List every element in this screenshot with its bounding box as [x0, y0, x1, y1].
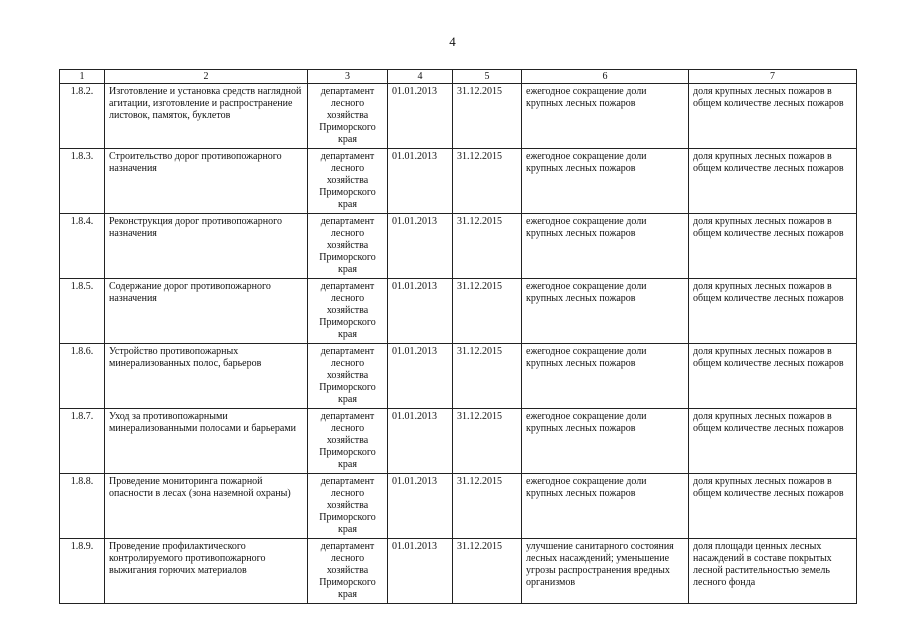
executor: департамент лесного хозяйства Приморского края [308, 279, 388, 344]
table-row [60, 279, 857, 344]
indicator: доля крупных лесных пожаров в общем количестве лесных пожаров [689, 474, 857, 539]
item-number: 1.8.5. [60, 279, 105, 344]
end-date: 31.12.2015 [453, 279, 522, 344]
table-row [60, 539, 857, 604]
start-date: 01.01.2013 [388, 279, 453, 344]
expected-result: ежегодное сокращение доли крупных лесных пожаров [522, 84, 689, 149]
activity-name: Уход за противопожарными минерализованными полосами и барьерами [105, 409, 308, 474]
end-date: 31.12.2015 [453, 409, 522, 474]
table-row [60, 474, 857, 539]
indicator: доля крупных лесных пожаров в общем количестве лесных пожаров [689, 279, 857, 344]
start-date: 01.01.2013 [388, 214, 453, 279]
end-date: 31.12.2015 [453, 474, 522, 539]
activities-table [59, 69, 857, 604]
end-date: 31.12.2015 [453, 344, 522, 409]
expected-result: ежегодное сокращение доли крупных лесных пожаров [522, 279, 689, 344]
indicator: доля крупных лесных пожаров в общем количестве лесных пожаров [689, 84, 857, 149]
table-row [60, 84, 857, 149]
executor: департамент лесного хозяйства Приморского края [308, 409, 388, 474]
column-number: 1 [60, 70, 105, 84]
start-date: 01.01.2013 [388, 84, 453, 149]
executor: департамент лесного хозяйства Приморского края [308, 344, 388, 409]
expected-result: улучшение санитарного состояния лесных насаждений; уменьшение угрозы распространения вредных организмов [522, 539, 689, 604]
expected-result: ежегодное сокращение доли крупных лесных пожаров [522, 474, 689, 539]
expected-result: ежегодное сокращение доли крупных лесных пожаров [522, 214, 689, 279]
executor: департамент лесного хозяйства Приморского края [308, 214, 388, 279]
activity-name: Реконструкция дорог противопожарного назначения [105, 214, 308, 279]
table-row [60, 409, 857, 474]
item-number: 1.8.4. [60, 214, 105, 279]
column-number: 3 [308, 70, 388, 84]
end-date: 31.12.2015 [453, 539, 522, 604]
column-number: 5 [453, 70, 522, 84]
indicator: доля крупных лесных пожаров в общем количестве лесных пожаров [689, 149, 857, 214]
start-date: 01.01.2013 [388, 539, 453, 604]
expected-result: ежегодное сокращение доли крупных лесных пожаров [522, 344, 689, 409]
column-number: 4 [388, 70, 453, 84]
end-date: 31.12.2015 [453, 149, 522, 214]
end-date: 31.12.2015 [453, 214, 522, 279]
item-number: 1.8.7. [60, 409, 105, 474]
activity-name: Строительство дорог противопожарного назначения [105, 149, 308, 214]
expected-result: ежегодное сокращение доли крупных лесных пожаров [522, 149, 689, 214]
item-number: 1.8.6. [60, 344, 105, 409]
activity-name: Устройство противопожарных минерализованных полос, барьеров [105, 344, 308, 409]
start-date: 01.01.2013 [388, 474, 453, 539]
indicator: доля крупных лесных пожаров в общем количестве лесных пожаров [689, 409, 857, 474]
item-number: 1.8.3. [60, 149, 105, 214]
indicator: доля площади ценных лесных насаждений в составе покрытых лесной растительностью земель лесного фонда [689, 539, 857, 604]
start-date: 01.01.2013 [388, 344, 453, 409]
page-number: 4 [449, 34, 456, 49]
indicator: доля крупных лесных пожаров в общем количестве лесных пожаров [689, 214, 857, 279]
end-date: 31.12.2015 [453, 84, 522, 149]
start-date: 01.01.2013 [388, 409, 453, 474]
column-number: 2 [105, 70, 308, 84]
activity-name: Проведение профилактического контролируемого противопожарного выжигания горючих материалов [105, 539, 308, 604]
executor: департамент лесного хозяйства Приморского края [308, 149, 388, 214]
item-number: 1.8.2. [60, 84, 105, 149]
column-number: 6 [522, 70, 689, 84]
item-number: 1.8.8. [60, 474, 105, 539]
executor: департамент лесного хозяйства Приморского края [308, 474, 388, 539]
indicator: доля крупных лесных пожаров в общем количестве лесных пожаров [689, 344, 857, 409]
table-row [60, 344, 857, 409]
executor: департамент лесного хозяйства Приморского края [308, 84, 388, 149]
table-row [60, 149, 857, 214]
expected-result: ежегодное сокращение доли крупных лесных пожаров [522, 409, 689, 474]
activity-name: Содержание дорог противопожарного назначения [105, 279, 308, 344]
table-row [60, 214, 857, 279]
column-number: 7 [689, 70, 857, 84]
executor: департамент лесного хозяйства Приморского края [308, 539, 388, 604]
activity-name: Изготовление и установка средств наглядной агитации, изготовление и распространение листовок, памяток, буклетов [105, 84, 308, 149]
column-number-row [60, 70, 857, 84]
item-number: 1.8.9. [60, 539, 105, 604]
activity-name: Проведение мониторинга пожарной опасности в лесах (зона наземной охраны) [105, 474, 308, 539]
start-date: 01.01.2013 [388, 149, 453, 214]
